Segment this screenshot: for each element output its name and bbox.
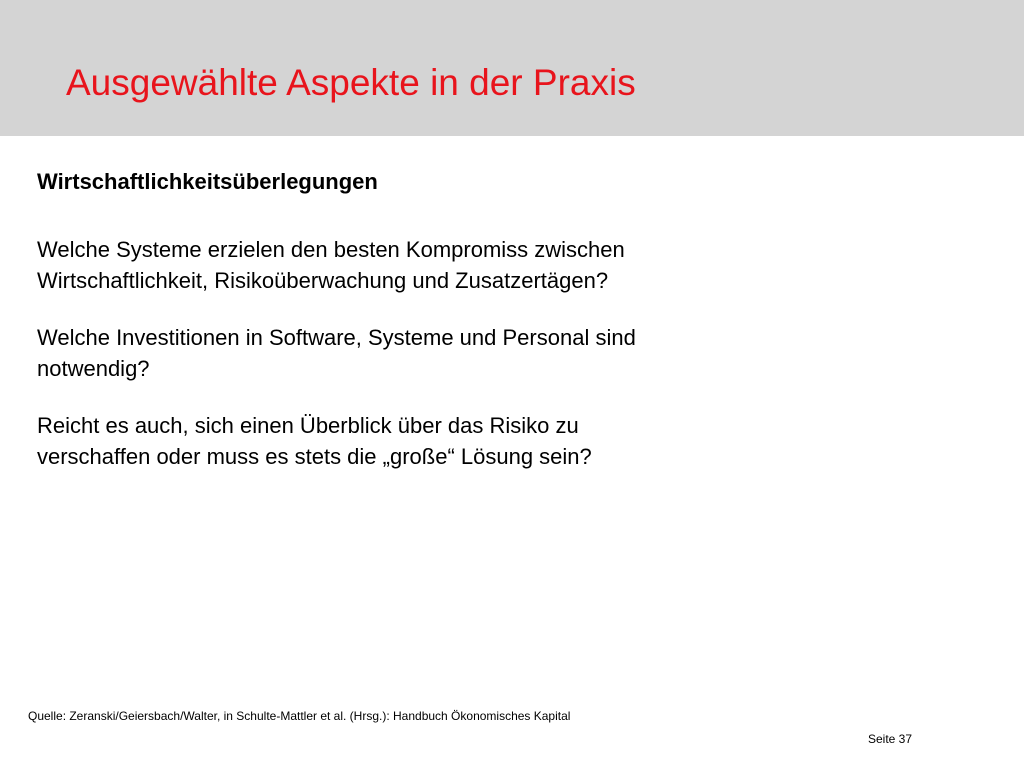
question-paragraph: Welche Investitionen in Software, Systeme und Personal sind notwendig?	[37, 325, 636, 381]
slide-content	[37, 166, 677, 499]
question-paragraph: Welche Systeme erzielen den besten Kompromiss zwischen Wirtschaftlichkeit, Risikoüberwachung und Zusatzertägen?	[37, 237, 625, 293]
source-note: Quelle: Zeranski/Geiersbach/Walter, in Schulte-Mattler et al. (Hrsg.): Handbuch Ökonomisches Kapital	[28, 709, 571, 723]
question-paragraph: Reicht es auch, sich einen Überblick über das Risiko zu verschaffen oder muss es stets die „große“ Lösung sein?	[37, 413, 592, 469]
page-number: Seite 37	[868, 732, 913, 746]
section-heading: Wirtschaftlichkeitsüberlegungen	[37, 169, 378, 194]
slide-title: Ausgewählte Aspekte in der Praxis	[66, 62, 636, 103]
